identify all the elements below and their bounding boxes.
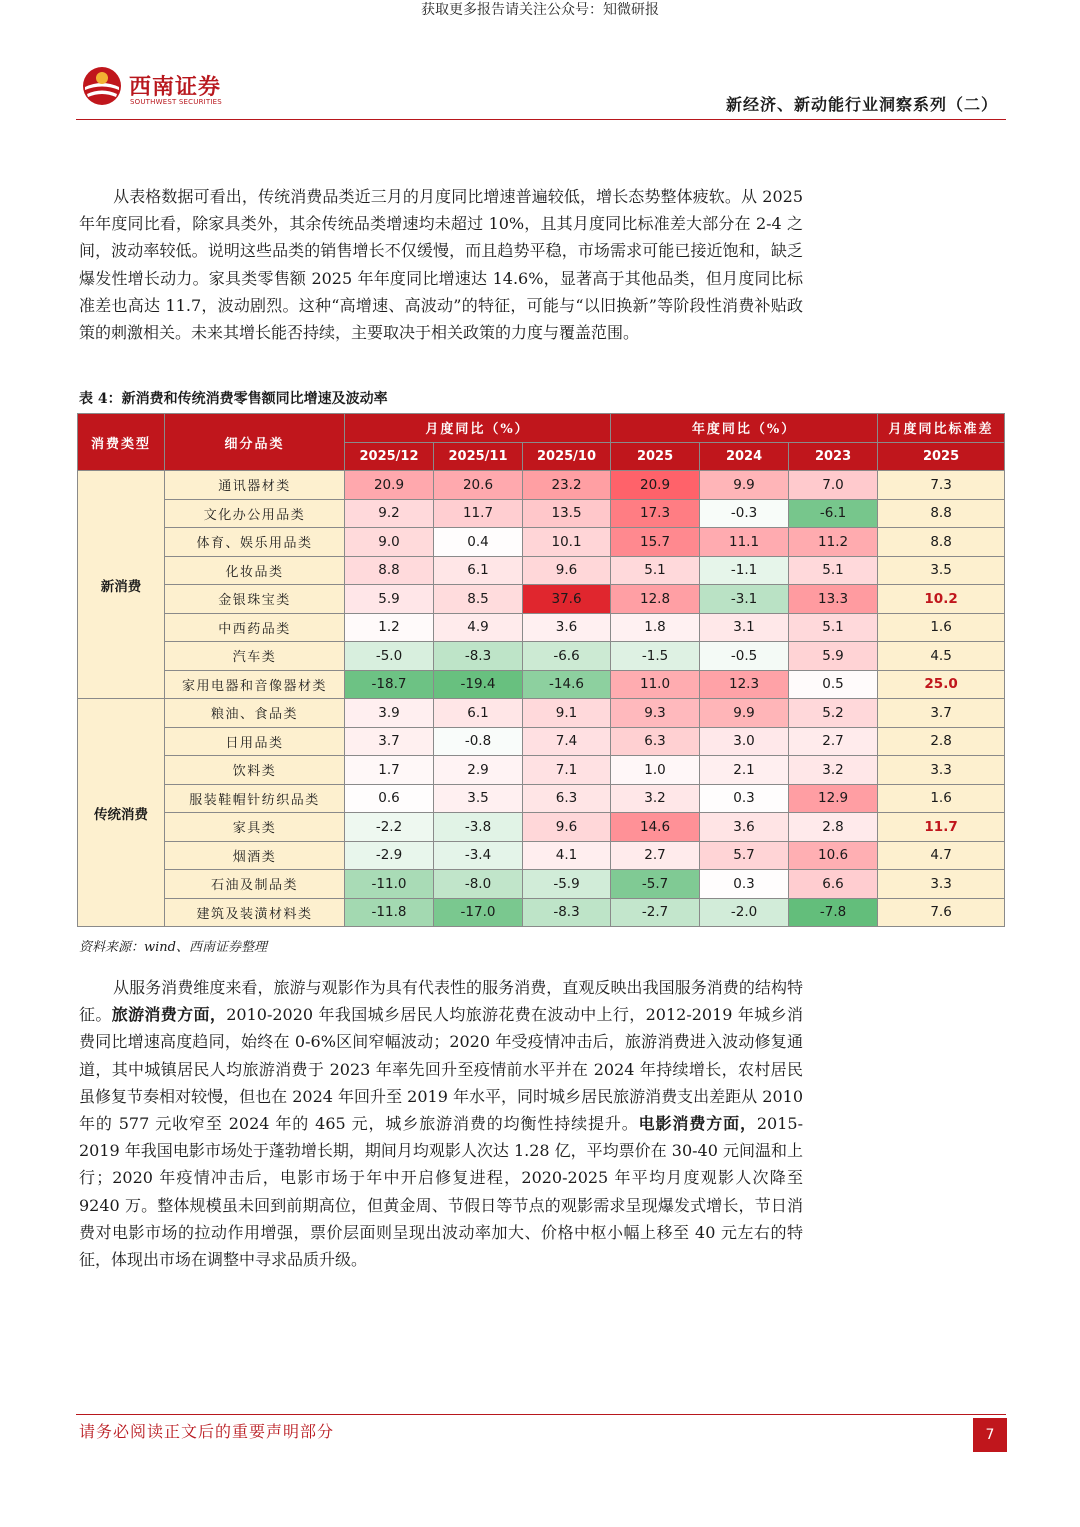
- value-cell: -5.9: [523, 870, 611, 899]
- category-label: 家具类: [165, 813, 345, 842]
- table-row: [78, 556, 1005, 585]
- value-cell: -5.0: [345, 642, 434, 671]
- category-label: 中西药品类: [165, 613, 345, 642]
- category-label: 石油及制品类: [165, 870, 345, 899]
- table-row: [78, 727, 1005, 756]
- value-cell: 11.0: [611, 670, 700, 699]
- value-cell: 5.9: [345, 585, 434, 614]
- footer-divider: [76, 1414, 1006, 1415]
- table-row: [78, 471, 1005, 500]
- company-logo: [82, 64, 242, 112]
- value-cell: 23.2: [523, 471, 611, 500]
- value-cell: 2.8: [789, 813, 878, 842]
- group-label: 传统消费: [78, 699, 165, 927]
- std-cell: 7.6: [878, 898, 1005, 927]
- table-row: [78, 898, 1005, 927]
- header-col-2025-11: 2025/11: [434, 442, 523, 471]
- header-col-2025-12: 2025/12: [345, 442, 434, 471]
- series-title: 新经济、新动能行业洞察系列（二）: [725, 95, 998, 114]
- table-row: [78, 699, 1005, 728]
- value-cell: 3.2: [789, 756, 878, 785]
- header-monthly: 月度同比（%）: [345, 414, 611, 443]
- value-cell: 9.6: [523, 813, 611, 842]
- table-caption: 表 4：新消费和传统消费零售额同比增速及波动率: [79, 391, 388, 407]
- value-cell: -11.8: [345, 898, 434, 927]
- value-cell: 5.7: [700, 841, 789, 870]
- logo-cn-text: 西南证券: [129, 74, 222, 100]
- table-row: [78, 784, 1005, 813]
- std-cell: 4.5: [878, 642, 1005, 671]
- group-label: 新消费: [78, 471, 165, 699]
- value-cell: 7.0: [789, 471, 878, 500]
- value-cell: 2.7: [611, 841, 700, 870]
- value-cell: 1.2: [345, 613, 434, 642]
- promo-banner: 获取更多报告请关注公众号：知微研报: [421, 2, 659, 18]
- logo-mark-icon: [82, 66, 122, 106]
- value-cell: -0.8: [434, 727, 523, 756]
- value-cell: 2.7: [789, 727, 878, 756]
- value-cell: -1.5: [611, 642, 700, 671]
- value-cell: 3.1: [700, 613, 789, 642]
- category-label: 建筑及装潢材料类: [165, 898, 345, 927]
- value-cell: -19.4: [434, 670, 523, 699]
- std-cell: 1.6: [878, 613, 1005, 642]
- value-cell: -14.6: [523, 670, 611, 699]
- value-cell: -11.0: [345, 870, 434, 899]
- bold-run: 旅游消费方面，: [111, 1005, 227, 1025]
- value-cell: 15.7: [611, 528, 700, 557]
- header-type: 消费类型: [78, 414, 165, 471]
- value-cell: 2.1: [700, 756, 789, 785]
- category-label: 文化办公用品类: [165, 499, 345, 528]
- value-cell: 9.9: [700, 699, 789, 728]
- table-row: [78, 585, 1005, 614]
- header-col-2025-10: 2025/10: [523, 442, 611, 471]
- category-label: 日用品类: [165, 727, 345, 756]
- header-col-2025: 2025: [611, 442, 700, 471]
- value-cell: 3.7: [345, 727, 434, 756]
- value-cell: 9.9: [700, 471, 789, 500]
- value-cell: 17.3: [611, 499, 700, 528]
- value-cell: 13.3: [789, 585, 878, 614]
- value-cell: -8.0: [434, 870, 523, 899]
- value-cell: 9.6: [523, 556, 611, 585]
- value-cell: 0.4: [434, 528, 523, 557]
- table-row: [78, 813, 1005, 842]
- category-label: 家用电器和音像器材类: [165, 670, 345, 699]
- value-cell: 12.3: [700, 670, 789, 699]
- header-subcategory: 细分品类: [165, 414, 345, 471]
- std-cell: 11.7: [878, 813, 1005, 842]
- std-cell: 25.0: [878, 670, 1005, 699]
- value-cell: 5.9: [789, 642, 878, 671]
- header-divider: [76, 119, 1006, 120]
- source-note: 资料来源：wind、西南证券整理: [79, 940, 267, 955]
- logo-en-text: SOUTHWEST SECURITIES: [130, 98, 222, 106]
- category-label: 金银珠宝类: [165, 585, 345, 614]
- value-cell: -0.3: [700, 499, 789, 528]
- value-cell: 6.1: [434, 699, 523, 728]
- table-row: [78, 499, 1005, 528]
- value-cell: -7.8: [789, 898, 878, 927]
- value-cell: 9.1: [523, 699, 611, 728]
- value-cell: -3.8: [434, 813, 523, 842]
- category-label: 服装鞋帽针纺织品类: [165, 784, 345, 813]
- value-cell: 3.6: [700, 813, 789, 842]
- value-cell: 3.2: [611, 784, 700, 813]
- value-cell: 10.6: [789, 841, 878, 870]
- text-run: 从服务消费维度来看，旅游与观影作为具有代表性的服务消费，直观反映出我国服务消费的结构特征。: [79, 978, 803, 1025]
- value-cell: -2.9: [345, 841, 434, 870]
- value-cell: -1.1: [700, 556, 789, 585]
- value-cell: 37.6: [523, 585, 611, 614]
- table-row: [78, 528, 1005, 557]
- value-cell: 12.8: [611, 585, 700, 614]
- value-cell: -6.1: [789, 499, 878, 528]
- category-label: 通讯器材类: [165, 471, 345, 500]
- value-cell: -2.0: [700, 898, 789, 927]
- value-cell: -0.5: [700, 642, 789, 671]
- table-row: [78, 841, 1005, 870]
- value-cell: -2.2: [345, 813, 434, 842]
- value-cell: -5.7: [611, 870, 700, 899]
- value-cell: 9.0: [345, 528, 434, 557]
- std-cell: 8.8: [878, 499, 1005, 528]
- std-cell: 2.8: [878, 727, 1005, 756]
- std-cell: 3.7: [878, 699, 1005, 728]
- value-cell: 0.5: [789, 670, 878, 699]
- value-cell: -8.3: [523, 898, 611, 927]
- value-cell: 3.0: [700, 727, 789, 756]
- value-cell: 13.5: [523, 499, 611, 528]
- header-col-std-2025: 2025: [878, 442, 1005, 471]
- retail-growth-table: [77, 413, 1005, 927]
- std-cell: 3.3: [878, 756, 1005, 785]
- value-cell: 5.1: [789, 613, 878, 642]
- bold-run: 电影消费方面，: [638, 1114, 757, 1134]
- header-std: 月度同比标准差: [878, 414, 1005, 443]
- value-cell: 11.2: [789, 528, 878, 557]
- header-yearly: 年度同比（%）: [611, 414, 878, 443]
- value-cell: 5.1: [789, 556, 878, 585]
- page-number: 7: [973, 1418, 1007, 1452]
- value-cell: 0.3: [700, 870, 789, 899]
- category-label: 化妆品类: [165, 556, 345, 585]
- value-cell: 4.1: [523, 841, 611, 870]
- value-cell: 20.9: [345, 471, 434, 500]
- value-cell: 6.3: [523, 784, 611, 813]
- value-cell: 3.9: [345, 699, 434, 728]
- category-label: 饮料类: [165, 756, 345, 785]
- table-row: [78, 870, 1005, 899]
- value-cell: -3.1: [700, 585, 789, 614]
- value-cell: 1.0: [611, 756, 700, 785]
- std-cell: 8.8: [878, 528, 1005, 557]
- value-cell: -3.4: [434, 841, 523, 870]
- value-cell: 10.1: [523, 528, 611, 557]
- value-cell: 6.3: [611, 727, 700, 756]
- table-row: [78, 756, 1005, 785]
- std-cell: 1.6: [878, 784, 1005, 813]
- category-label: 粮油、食品类: [165, 699, 345, 728]
- value-cell: 6.6: [789, 870, 878, 899]
- value-cell: -6.6: [523, 642, 611, 671]
- value-cell: 7.1: [523, 756, 611, 785]
- value-cell: 4.9: [434, 613, 523, 642]
- value-cell: 12.9: [789, 784, 878, 813]
- value-cell: 1.8: [611, 613, 700, 642]
- std-cell: 4.7: [878, 841, 1005, 870]
- disclaimer-note: 请务必阅读正文后的重要声明部分: [79, 1422, 335, 1441]
- value-cell: 3.5: [434, 784, 523, 813]
- table-row: [78, 642, 1005, 671]
- value-cell: 8.5: [434, 585, 523, 614]
- value-cell: 8.8: [345, 556, 434, 585]
- text-run: 从表格数据可看出，传统消费品类近三月的月度同比增速普遍较低，增长态势整体疲软。从 2025 年年度同比看，除家具类外，其余传统品类增速均未超过 10%，且其月度同比标准差大部分在 2-4 之间，波动率较低。说明这些品类的销售增长不仅缓慢，而且趋势平稳，市场需求可能已接近饱和，缺乏爆发性增长动力。家具类零售额 2025 年年度同比增速达 14.6%，显著高于其他品类，但月度同比标准差也高达 11.7，波动剧烈。这种“高增速、高波动”的特征，可能与“以旧换新”等阶段性消费补贴政策的刺激相关。未来其增长能否持续，主要取决于相关政策的力度与覆盖范围。: [79, 187, 803, 343]
- header-col-2024: 2024: [700, 442, 789, 471]
- value-cell: 5.1: [611, 556, 700, 585]
- value-cell: 6.1: [434, 556, 523, 585]
- value-cell: 3.6: [523, 613, 611, 642]
- value-cell: 11.7: [434, 499, 523, 528]
- table-row: [78, 613, 1005, 642]
- text-run: 2010-2020 年我国城乡居民人均旅游花费在波动中上行，2012-2019 年城乡消费同比增速高度趋同，始终在 0-6%区间窄幅波动；2020 年受疫情冲击后，旅游消费进入波动修复通道，其中城镇居民人均旅游消费于 2023 年率先回升至疫情前水平并在 2024 年持续增长，农村居民虽修复节奏相对较慢，但也在 2024 年回升至 2019 年水平，同时城乡居民旅游消费支出差距从 2010 年的 577 元收窄至 2024 年的 465 元，城乡旅游消费的均衡性持续提升。: [79, 1005, 803, 1134]
- std-cell: 3.5: [878, 556, 1005, 585]
- paragraph-service-consumption: [79, 974, 803, 1273]
- header-col-2023: 2023: [789, 442, 878, 471]
- value-cell: 9.2: [345, 499, 434, 528]
- paragraph-table-analysis: [79, 183, 803, 346]
- value-cell: -8.3: [434, 642, 523, 671]
- text-run: 2015-2019 年我国电影市场处于蓬勃增长期，期间月均观影人次达 1.28 亿，平均票价在 30-40 元间温和上行；2020 年疫情冲击后，电影市场于年中开启修复进程，2020-2025 年平均月度观影人次降至 9240 万。整体规模虽未回到前期高位，但黄金周、节假日等节点的观影需求呈现爆发式增长，节日消费对电影市场的拉动作用增强，票价层面则呈现出波动率加大、价格中枢小幅上移至 40 元左右的特征，体现出市场在调整中寻求品质升级。: [79, 1114, 803, 1270]
- value-cell: -2.7: [611, 898, 700, 927]
- std-cell: 7.3: [878, 471, 1005, 500]
- value-cell: 7.4: [523, 727, 611, 756]
- value-cell: 0.3: [700, 784, 789, 813]
- value-cell: 20.9: [611, 471, 700, 500]
- category-label: 烟酒类: [165, 841, 345, 870]
- table-row: [78, 670, 1005, 699]
- value-cell: -18.7: [345, 670, 434, 699]
- std-cell: 3.3: [878, 870, 1005, 899]
- value-cell: 20.6: [434, 471, 523, 500]
- value-cell: 14.6: [611, 813, 700, 842]
- value-cell: 11.1: [700, 528, 789, 557]
- category-label: 体育、娱乐用品类: [165, 528, 345, 557]
- value-cell: -17.0: [434, 898, 523, 927]
- category-label: 汽车类: [165, 642, 345, 671]
- value-cell: 2.9: [434, 756, 523, 785]
- value-cell: 1.7: [345, 756, 434, 785]
- std-cell: 10.2: [878, 585, 1005, 614]
- value-cell: 0.6: [345, 784, 434, 813]
- value-cell: 9.3: [611, 699, 700, 728]
- value-cell: 5.2: [789, 699, 878, 728]
